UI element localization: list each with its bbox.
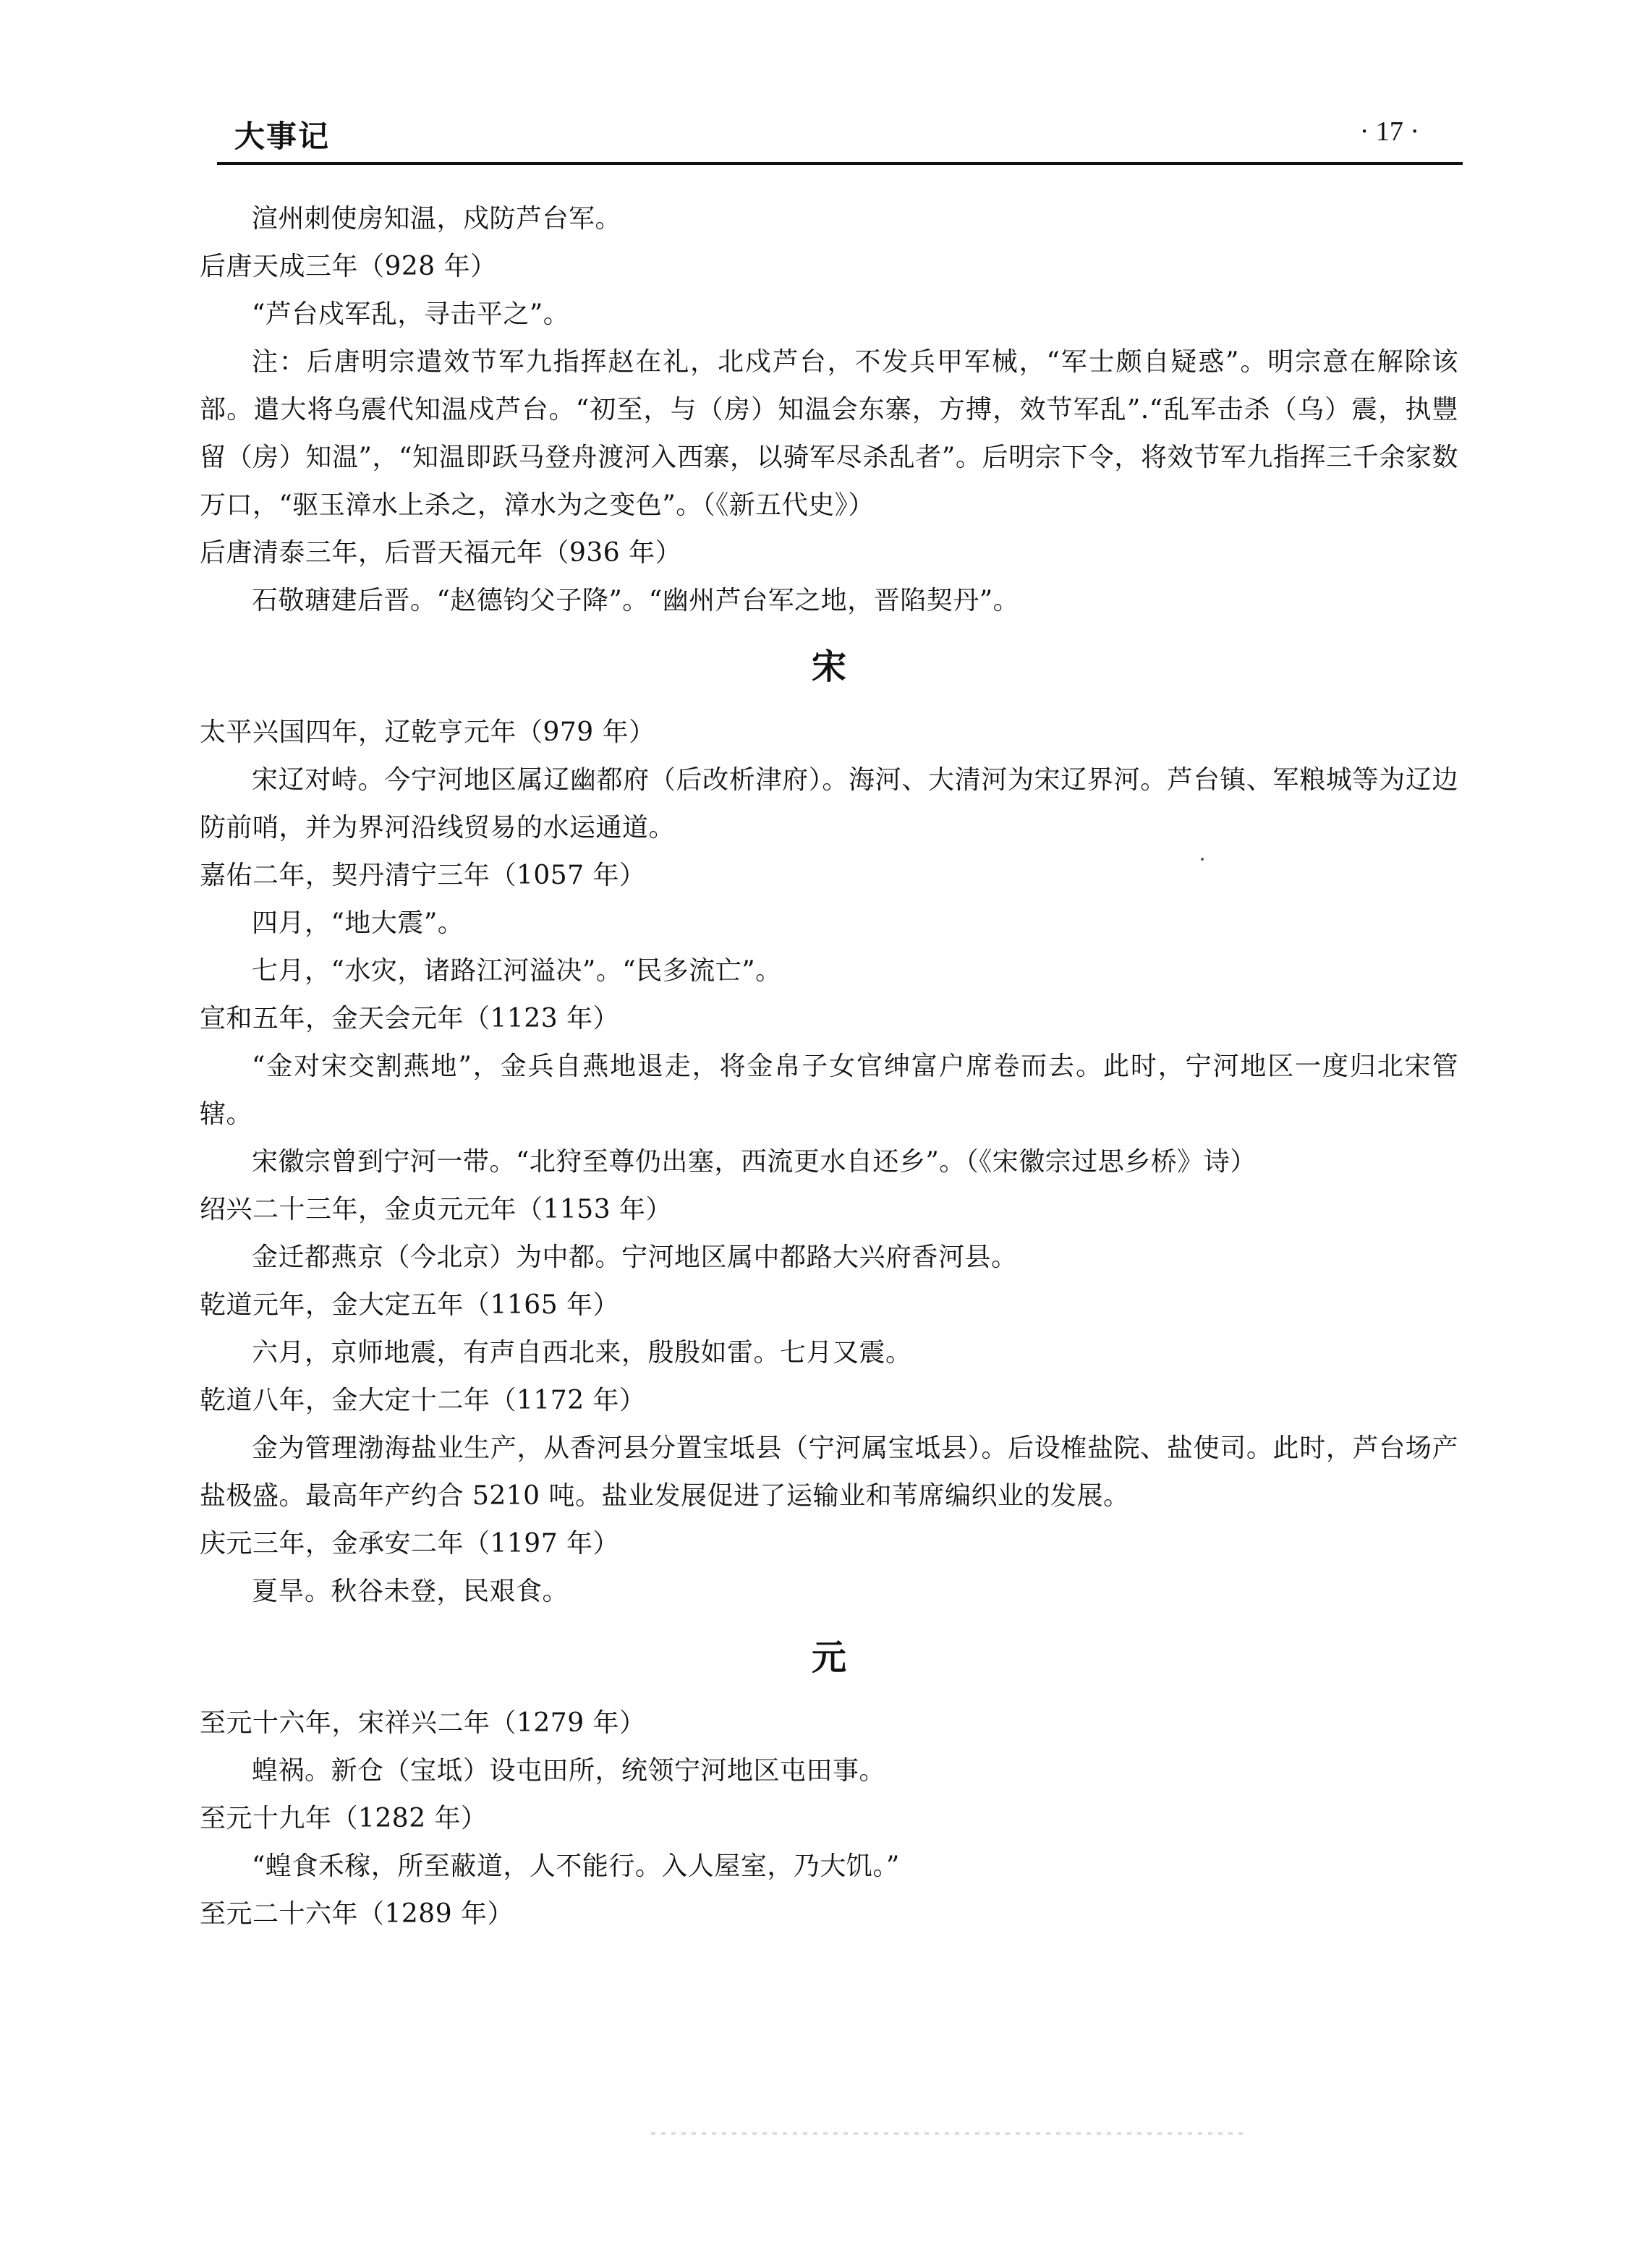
section-title: 大事记	[234, 119, 331, 154]
entry-text: 宋徽宗曾到宁河一带。“北狩至尊仍出塞，西流更水自还乡”。（《宋徽宗过思乡桥》诗）	[252, 1147, 1257, 1177]
chronicle-body	[200, 195, 1458, 1938]
entry-date: 后唐天成三年（928 年）	[200, 252, 497, 281]
dynasty-heading-yuan: 元	[811, 1637, 846, 1678]
entry-date: 至元二十六年（1289 年）	[200, 1899, 514, 1929]
entry-date: 乾道元年，金大定五年（1165 年）	[200, 1290, 620, 1320]
page-number: · 17 ·	[1359, 116, 1419, 147]
entry-text: 七月，“水灾，诸路江河溢决”。“民多流亡”。	[252, 956, 782, 986]
scan-artifact	[651, 2132, 1244, 2135]
entry-text: 金迁都燕京（今北京）为中都。宁河地区属中都路大兴府香河县。	[252, 1242, 1018, 1272]
entry-text: 渲州刺使房知温，戍防芦台军。	[252, 204, 622, 234]
entry-date: 嘉佑二年，契丹清宁三年（1057 年）	[200, 861, 646, 890]
entry-date: 庆元三年，金承安二年（1197 年）	[200, 1529, 620, 1559]
entry-date: 宣和五年，金天会元年（1123 年）	[200, 1004, 620, 1033]
entry-date: 至元十九年（1282 年）	[200, 1804, 488, 1833]
entry-text: “蝗食禾稼，所至蔽道，人不能行。入人屋室，乃大饥。”	[252, 1851, 900, 1881]
entry-date: 至元十六年，宋祥兴二年（1279 年）	[200, 1708, 646, 1738]
entry-text: “金对宋交割燕地”，金兵自燕地退走，将金帛子女官绅富户席卷而去。此时，宁河地区一度归北宋管辖。	[200, 1052, 1458, 1129]
header-rule	[217, 162, 1463, 165]
entry-text: 宋辽对峙。今宁河地区属辽幽都府（后改析津府）。海河、大清河为宋辽界河。芦台镇、军粮城等为辽边防前哨，并为界河沿线贸易的水运通道。	[200, 765, 1458, 843]
entry-text: 蝗祸。新仓（宝坻）设屯田所，统领宁河地区屯田事。	[252, 1756, 886, 1786]
entry-text: 六月，京师地震，有声自西北来，殷殷如雷。七月又震。	[252, 1338, 912, 1368]
entry-date: 乾道八年，金大定十二年（1172 年）	[200, 1386, 646, 1415]
entry-note: 注：后唐明宗遣效节军九指挥赵在礼，北戍芦台，不发兵甲军械，“军士颇自疑惑”。明宗意在解除该部。遣大将乌震代知温戍芦台。“初至，与（房）知温会东寨，方搏，效节军乱”.“乱军击杀（乌）震，执豐留（房）知温”，“知温即跃马登舟渡河入西寨，以骑军尽杀乱者”。后明宗下令，将效节军九指挥三千余家数万口，“驱玉漳水上杀之，漳水为之变色”。（《新五代史》）	[200, 347, 1458, 520]
entry-text: “芦台戍军乱，寻击平之”。	[252, 299, 570, 329]
entry-date: 太平兴国四年，辽乾亨元年（979 年）	[200, 717, 655, 747]
scan-speck	[1201, 858, 1204, 861]
entry-date: 后唐清泰三年，后晋天福元年（936 年）	[200, 538, 682, 568]
dynasty-heading-song: 宋	[811, 647, 846, 687]
entry-text: 夏旱。秋谷未登，民艰食。	[252, 1577, 569, 1606]
entry-text: 石敬瑭建后晋。“赵德钧父子降”。“幽州芦台军之地，晋陷契丹”。	[252, 586, 1020, 615]
entry-text: 四月，“地大震”。	[252, 908, 464, 938]
entry-date: 绍兴二十三年，金贞元元年（1153 年）	[200, 1195, 673, 1224]
running-header	[217, 108, 1463, 166]
entry-text: 金为管理渤海盐业生产，从香河县分置宝坻县（宁河属宝坻县）。后设榷盐院、盐使司。此时，芦台场产盐极盛。最高年产约合 5210 吨。盐业发展促进了运输业和苇席编织业的发展。	[200, 1433, 1458, 1511]
